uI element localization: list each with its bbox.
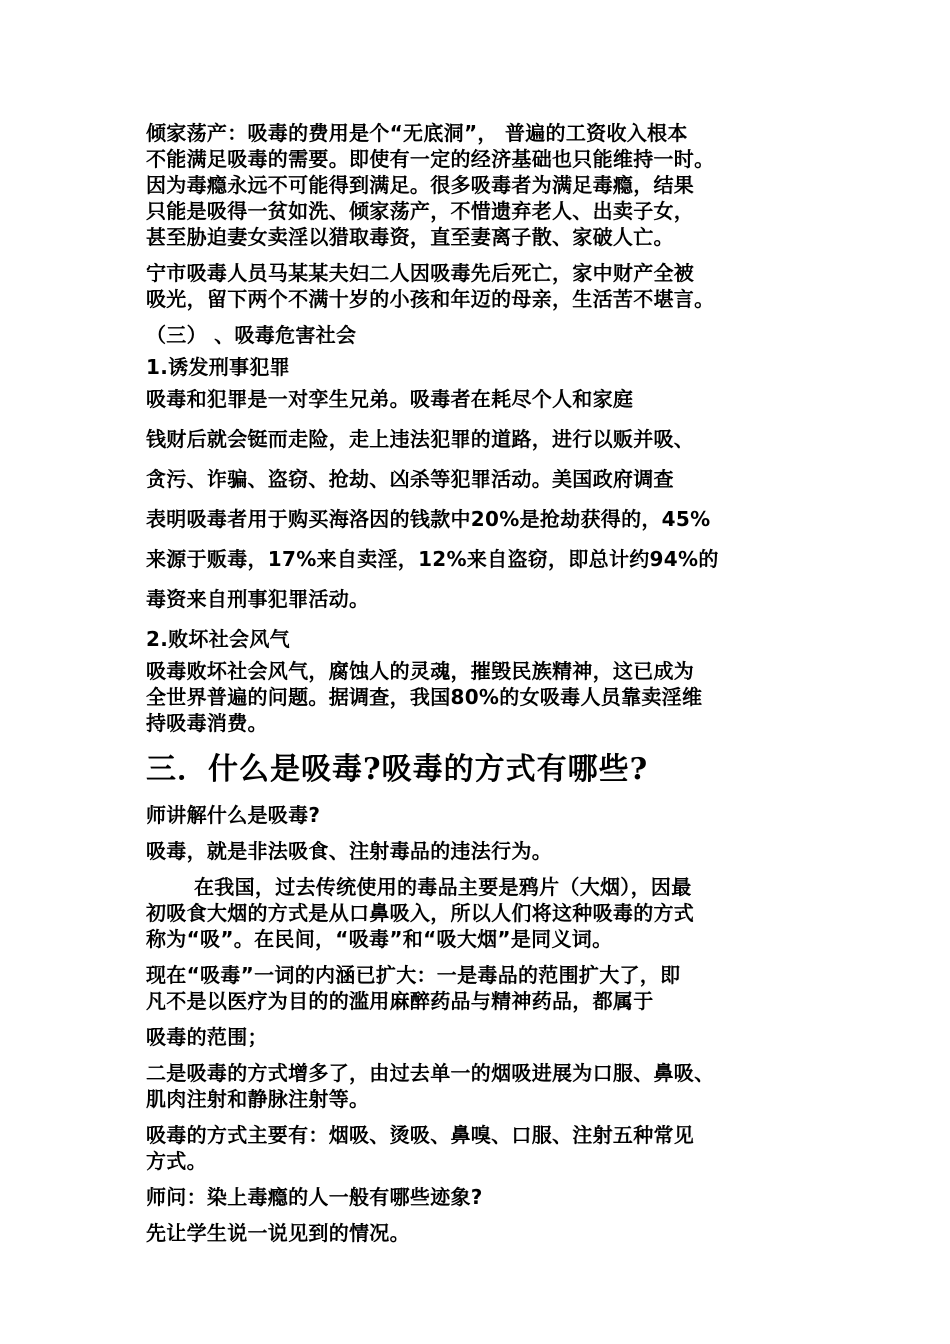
definition-paragraph: 吸毒，就是非法吸食、注射毒品的违法行为。 bbox=[146, 839, 552, 863]
text-line: 方式。 bbox=[146, 1149, 207, 1173]
text-line: 初吸食大烟的方式是从口鼻吸入，所以人们将这种吸毒的方式 bbox=[146, 901, 695, 925]
text-line: 钱财后就会铤而走险，走上违法犯罪的道路，进行以贩并吸、 bbox=[146, 427, 695, 451]
scope-line: 吸毒的范围； bbox=[146, 1025, 268, 1049]
methods-paragraph bbox=[146, 1122, 814, 1174]
text-line: 肌肉注射和静脉注射等。 bbox=[146, 1087, 370, 1111]
text-line: 凡不是以医疗为目的的滥用麻醉药品与精神药品，都属于 bbox=[146, 989, 654, 1013]
text-line: 吸毒败坏社会风气，腐蚀人的灵魂，摧毁民族精神，这已成为 bbox=[146, 659, 695, 683]
text-line: 二是吸毒的方式增多了，由过去单一的烟吸进展为口服、鼻吸、 bbox=[146, 1061, 715, 1085]
text-line: 只能是吸得一贫如洗、倾家荡产，不惜遗弃老人、出卖子女， bbox=[146, 199, 695, 223]
section-heading-three: 三．什么是吸毒?吸毒的方式有哪些? bbox=[146, 752, 649, 787]
teacher-question: 师问：染上毒瘾的人一般有哪些迹象? bbox=[146, 1185, 483, 1209]
teacher-explains: 师讲解什么是吸毒? bbox=[146, 803, 321, 827]
subsection-title-crime: 1.诱发刑事犯罪 bbox=[146, 355, 290, 379]
text-line: 表明吸毒者用于购买海洛因的钱款中20%是抢劫获得的，45% bbox=[146, 507, 711, 531]
text-line: 吸毒和犯罪是一对孪生兄弟。吸毒者在耗尽个人和家庭 bbox=[146, 387, 634, 411]
text-line: 全世界普遍的问题。据调查，我国80%的女吸毒人员靠卖淫维 bbox=[146, 685, 703, 709]
text-line: 吸光，留下两个不满十岁的小孩和年迈的母亲，生活苦不堪言。 bbox=[146, 287, 715, 311]
section-title-society: （三） 、吸毒危害社会 bbox=[146, 323, 357, 347]
text-line: 吸毒的方式主要有：烟吸、烫吸、鼻嗅、口服、注射五种常见 bbox=[146, 1123, 695, 1147]
subsection-title-morals: 2.败坏社会风气 bbox=[146, 627, 290, 651]
paragraph-family-ruin bbox=[146, 120, 814, 250]
history-paragraph bbox=[146, 874, 814, 952]
text-line: 称为“吸”。在民间，“吸毒”和“吸大烟”是同义词。 bbox=[146, 927, 613, 951]
text-line: 倾家荡产：吸毒的费用是个“无底洞”， 普遍的工资收入根本 bbox=[146, 121, 688, 145]
paragraph-morals bbox=[146, 658, 814, 736]
text-line: 持吸毒消费。 bbox=[146, 711, 268, 735]
student-prompt: 先让学生说一说见到的情况。 bbox=[146, 1221, 410, 1245]
document-page bbox=[146, 120, 814, 1256]
text-line: 不能满足吸毒的需要。即使有一定的经济基础也只能维持一时。 bbox=[146, 147, 715, 171]
text-line: 现在“吸毒”一词的内涵已扩大：一是毒品的范围扩大了，即 bbox=[146, 963, 681, 987]
text-line: 贪污、诈骗、盗窃、抢劫、凶杀等犯罪活动。美国政府调查 bbox=[146, 467, 674, 491]
text-line: 毒资来自刑事犯罪活动。 bbox=[146, 587, 370, 611]
paragraph-crime bbox=[146, 386, 814, 612]
paragraph-case-example bbox=[146, 260, 814, 312]
text-line: 宁市吸毒人员马某某夫妇二人因吸毒先后死亡，家中财产全被 bbox=[146, 261, 695, 285]
text-line: 甚至胁迫妻女卖淫以猎取毒资，直至妻离子散、家破人亡。 bbox=[146, 225, 674, 249]
text-line: 在我国，过去传统使用的毒品主要是鸦片（大烟），因最 bbox=[194, 875, 692, 899]
current-meaning-paragraph bbox=[146, 962, 814, 1014]
text-line: 因为毒瘾永远不可能得到满足。很多吸毒者为满足毒瘾，结果 bbox=[146, 173, 695, 197]
text-line: 来源于贩毒，17%来自卖淫，12%来自盗窃，即总计约94%的 bbox=[146, 547, 719, 571]
second-point-paragraph bbox=[146, 1060, 814, 1112]
